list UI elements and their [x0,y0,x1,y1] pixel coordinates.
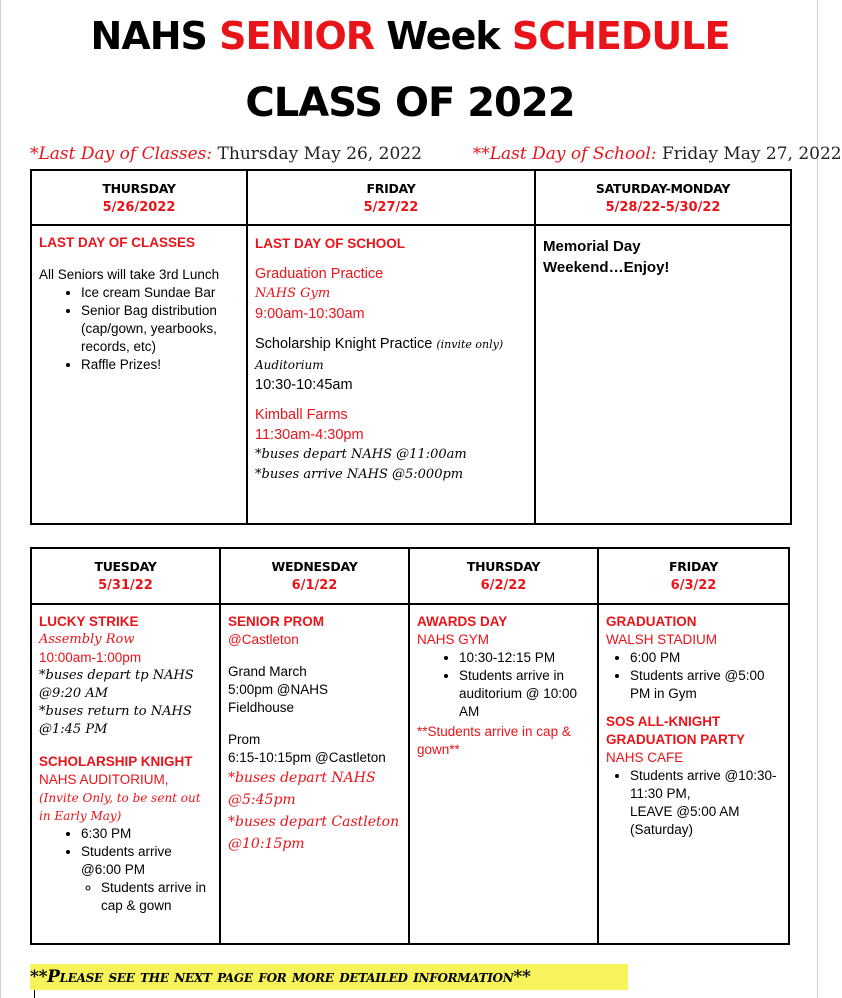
day-date: 5/26/2022 [102,200,176,215]
list-item: • 6:00 PM [630,649,782,667]
page-title [0,14,820,58]
event-location: Assembly Row [39,632,135,647]
event-location: @Castleton [228,632,299,647]
event-detail: 5:00pm @NAHS Fieldhouse [228,682,328,715]
last-school-label: **Last Day of School: [472,144,657,164]
event-time: 10:00am-1:00pm [39,650,142,665]
event-time: 11:30am-4:30pm [255,427,364,443]
day-name: WEDNESDAY [271,559,358,574]
week2-thursday-cell [409,604,598,944]
event-heading: SCHOLARSHIP KNIGHT [39,754,193,769]
day-date: 5/28/22-5/30/22 [605,200,721,215]
event-bullets [39,825,213,879]
list-item: • 6:30 PM [81,825,213,843]
title-schedule: SCHEDULE [511,14,730,58]
event-location: NAHS Gym [255,286,331,301]
day-name: THURSDAY [102,181,176,196]
week2-tuesday-cell [31,604,220,944]
event-time: 9:00am-10:30am [255,306,365,322]
day-name: FRIDAY [669,559,718,574]
event-heading: LAST DAY OF SCHOOL [255,236,406,251]
event-location: Auditorium [255,358,324,372]
week2-wednesday-header [220,548,409,604]
week1-table [30,169,792,525]
event-bullets [39,284,240,374]
event-location: NAHS CAFE [606,750,684,765]
footer-note-text: **Please see the next page for more detailed information** [30,967,531,987]
week2-wednesday-cell [220,604,409,944]
week2-table [30,547,790,945]
event-heading: SOS ALL-KNIGHT GRADUATION PARTY [606,714,745,747]
event-location: WALSH STADIUM [606,632,718,647]
list-item: • Ice cream Sundae Bar [81,284,240,302]
week1-weekend-header [535,170,791,225]
event-title: Scholarship Knight Practice [255,336,433,352]
event-detail: 6:15-10:15pm @Castleton [228,750,386,765]
page-edge-left [0,0,1,998]
list-item: ◦ Students arrive in cap & gown [101,879,213,915]
bullet-line: (Saturday) [630,822,694,837]
event-heading: GRADUATION [606,614,697,629]
last-classes-label: *Last Day of Classes: [30,144,213,164]
week2-thursday-header [409,548,598,604]
text-cursor [34,990,35,998]
day-date: 6/3/22 [670,578,717,593]
event-intro: All Seniors will take 3rd Lunch [39,267,220,282]
day-date: 6/2/22 [480,578,527,593]
day-date: 5/27/22 [363,200,419,215]
event-heading: LUCKY STRIKE [39,614,139,629]
list-item: • Students arrive @6:00 PM [81,843,213,879]
event-note: **Students arrive in cap & gown** [417,724,571,757]
event-title: Prom [228,732,261,747]
event-bullets [606,649,782,703]
event-title: Graduation Practice [255,266,384,282]
week2-friday-cell [598,604,789,944]
week1-weekend-cell [535,225,791,524]
week1-friday-header [247,170,535,225]
event-title: Grand March [228,664,307,679]
event-time: 10:30-10:45am [255,377,353,393]
list-item: • Senior Bag distribution (cap/gown, yearbooks, records, etc) [81,302,240,356]
list-item: • 10:30-12:15 PM [459,649,591,667]
event-location: NAHS GYM [417,632,490,647]
event-heading: AWARDS DAY [417,614,508,629]
list-item: • Students arrive in auditorium @ 10:00 AM [459,667,591,721]
last-school-value: Friday May 27, 2022 [656,144,842,164]
week1-thursday-header [31,170,247,225]
bus-arrive: *buses arrive NAHS @5:000pm [255,467,464,482]
last-classes-value: Thursday May 26, 2022 [212,144,422,164]
bus-return: *buses return to NAHS @1:45 PM [39,704,192,737]
bullet-line: LEAVE @5:00 AM [630,804,740,819]
bus-depart: *buses depart NAHS @11:00am [255,447,467,462]
event-heading: LAST DAY OF CLASSES [39,235,196,250]
bullet-line: Students arrive @10:30-11:30 PM, [630,768,777,801]
event-bullets [606,767,782,839]
title-senior: SENIOR [219,14,375,58]
page-subtitle: CLASS OF 2022 [245,80,575,126]
list-item: • Students arrive @5:00 PM in Gym [630,667,782,703]
day-date: 5/31/22 [98,578,153,593]
day-name: TUESDAY [94,559,157,574]
week2-friday-header [598,548,789,604]
weekend-text: Memorial Day Weekend…Enjoy! [543,238,670,276]
list-item: • Raffle Prizes! [81,356,240,374]
week1-thursday-cell [31,225,247,524]
day-name: THURSDAY [466,559,541,574]
footer-note [30,964,628,990]
event-bullets [417,649,591,721]
title-week: Week [374,14,512,58]
key-dates-line [30,144,842,164]
event-title: Kimball Farms [255,407,348,423]
day-name: FRIDAY [366,181,416,196]
title-nahs: NAHS [90,14,220,58]
bus-depart: *buses depart Castleton @10:15pm [228,814,400,852]
bus-depart: *buses depart tp NAHS @9:20 AM [39,668,194,701]
list-item [630,767,782,839]
event-heading: SENIOR PROM [228,614,325,629]
day-name: SATURDAY-MONDAY [595,181,731,196]
day-date: 6/1/22 [291,578,338,593]
week1-friday-cell [247,225,535,524]
event-note: (invite only) [436,338,504,351]
event-note: (Invite Only, to be sent out in Early May) [39,791,201,823]
week2-tuesday-header [31,548,220,604]
bus-depart: *buses depart NAHS @5:45pm [228,770,376,808]
event-sub-bullets [39,879,213,915]
event-location: NAHS AUDITORIUM, [39,772,169,787]
